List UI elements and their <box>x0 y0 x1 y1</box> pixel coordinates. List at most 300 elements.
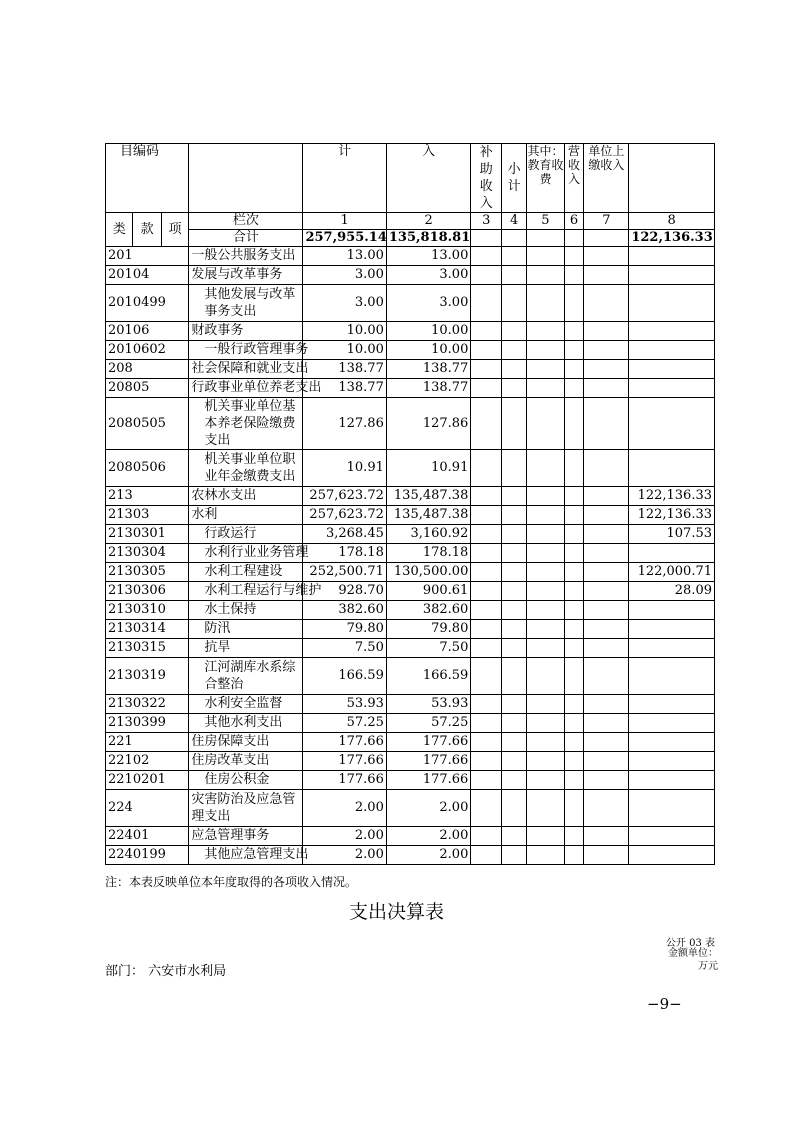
row-c1: 2.00 <box>303 790 386 827</box>
table-row <box>106 487 715 506</box>
row-col3 <box>471 714 502 733</box>
row-c2: 13.00 <box>386 247 470 266</box>
row-col6 <box>564 733 584 752</box>
row-col5 <box>527 714 564 733</box>
row-code: 2130306 <box>106 582 189 601</box>
row-code: 2130305 <box>106 563 189 582</box>
row-col6 <box>564 846 584 865</box>
row-col4 <box>502 563 527 582</box>
row-code: 2130310 <box>106 601 189 620</box>
row-col5 <box>527 563 564 582</box>
row-c2: 900.61 <box>386 582 470 601</box>
row-c8 <box>629 450 715 487</box>
header-operating-income: 营收入 <box>564 144 584 213</box>
row-col3 <box>471 582 502 601</box>
row-name: 社会保障和就业支出 <box>189 360 303 379</box>
page-title: 支出决算表 <box>348 901 444 923</box>
row-c8: 122,000.71 <box>629 563 715 582</box>
total-col4 <box>502 230 527 247</box>
row-c2: 3.00 <box>386 266 470 285</box>
row-col6 <box>564 487 584 506</box>
row-c8: 122,136.33 <box>629 506 715 525</box>
row-col4 <box>502 379 527 398</box>
header-col8-blank <box>629 144 715 213</box>
row-c2: 135,487.38 <box>386 487 470 506</box>
table-row <box>106 525 715 544</box>
row-c8 <box>629 285 715 322</box>
row-col4 <box>502 525 527 544</box>
table-row <box>106 360 715 379</box>
row-c1: 928.70 <box>303 582 386 601</box>
col-number-2: 2 <box>386 213 470 230</box>
row-code: 2010499 <box>106 285 189 322</box>
row-c2: 177.66 <box>386 771 470 790</box>
row-c1: 3.00 <box>303 266 386 285</box>
row-c2: 57.25 <box>386 714 470 733</box>
row-col7 <box>584 582 629 601</box>
row-c1: 79.80 <box>303 620 386 639</box>
row-name: 其他水利支出 <box>189 714 303 733</box>
row-col7 <box>584 827 629 846</box>
row-name: 水土保持 <box>189 601 303 620</box>
table-row <box>106 285 715 322</box>
table-row <box>106 827 715 846</box>
row-c2: 177.66 <box>386 733 470 752</box>
row-code: 2130301 <box>106 525 189 544</box>
col-number-8: 8 <box>629 213 715 230</box>
row-code: 221 <box>106 733 189 752</box>
row-c8 <box>629 341 715 360</box>
header-kuan: 款 <box>133 213 162 247</box>
table-row <box>106 752 715 771</box>
row-c2: 166.59 <box>386 658 470 695</box>
row-c2: 3.00 <box>386 285 470 322</box>
row-c2: 382.60 <box>386 601 470 620</box>
row-c8 <box>629 247 715 266</box>
total-col2: 135,818.81 <box>386 230 470 247</box>
row-name: 行政运行 <box>189 525 303 544</box>
row-col5 <box>527 266 564 285</box>
row-col7 <box>584 695 629 714</box>
row-code: 2130315 <box>106 639 189 658</box>
row-code: 2130319 <box>106 658 189 695</box>
row-code: 2130304 <box>106 544 189 563</box>
row-c8 <box>629 771 715 790</box>
row-code: 2130399 <box>106 714 189 733</box>
row-col3 <box>471 620 502 639</box>
header-unit-remit-income: 单位上缴收入 <box>584 144 629 213</box>
row-name: 住房公积金 <box>189 771 303 790</box>
row-c1: 177.66 <box>303 752 386 771</box>
row-c1: 7.50 <box>303 639 386 658</box>
row-col7 <box>584 620 629 639</box>
row-name: 其他发展与改革事务支出 <box>189 285 303 322</box>
row-c8: 107.53 <box>629 525 715 544</box>
row-col4 <box>502 620 527 639</box>
row-c8 <box>629 733 715 752</box>
header-blank <box>189 144 303 213</box>
row-c2: 10.00 <box>386 341 470 360</box>
row-c8 <box>629 827 715 846</box>
row-col7 <box>584 450 629 487</box>
row-name: 发展与改革事务 <box>189 266 303 285</box>
row-c1: 10.00 <box>303 322 386 341</box>
row-col5 <box>527 620 564 639</box>
table-row <box>106 266 715 285</box>
row-name: 水利工程建设 <box>189 563 303 582</box>
total-col8: 122,136.33 <box>629 230 715 247</box>
row-c1: 382.60 <box>303 601 386 620</box>
row-col3 <box>471 285 502 322</box>
row-col5 <box>527 771 564 790</box>
row-col3 <box>471 450 502 487</box>
row-code: 2130314 <box>106 620 189 639</box>
row-col4 <box>502 601 527 620</box>
row-name: 水利 <box>189 506 303 525</box>
row-c8 <box>629 639 715 658</box>
table-row <box>106 714 715 733</box>
row-c2: 53.93 <box>386 695 470 714</box>
row-c2: 138.77 <box>386 379 470 398</box>
row-col7 <box>584 790 629 827</box>
row-col5 <box>527 733 564 752</box>
row-col3 <box>471 695 502 714</box>
row-c1: 252,500.71 <box>303 563 386 582</box>
row-c2: 79.80 <box>386 620 470 639</box>
row-col3 <box>471 341 502 360</box>
row-name: 一般公共服务支出 <box>189 247 303 266</box>
row-col7 <box>584 752 629 771</box>
table-row <box>106 582 715 601</box>
row-col6 <box>564 582 584 601</box>
row-col3 <box>471 544 502 563</box>
table-row <box>106 695 715 714</box>
row-c1: 138.77 <box>303 360 386 379</box>
row-col6 <box>564 398 584 450</box>
row-col6 <box>564 322 584 341</box>
income-table <box>105 143 715 865</box>
table-note: 注：本表反映单位本年度取得的各项收入情况。 <box>105 875 358 889</box>
header-subtotal: 小计 <box>502 144 527 213</box>
row-col3 <box>471 771 502 790</box>
row-col4 <box>502 695 527 714</box>
row-col5 <box>527 525 564 544</box>
row-name: 防汛 <box>189 620 303 639</box>
row-c1: 57.25 <box>303 714 386 733</box>
table-row <box>106 733 715 752</box>
row-col3 <box>471 601 502 620</box>
row-c2: 127.86 <box>386 398 470 450</box>
header-code-group: 目编码 <box>106 144 189 213</box>
row-col4 <box>502 341 527 360</box>
row-col7 <box>584 714 629 733</box>
row-col4 <box>502 322 527 341</box>
table-row <box>106 398 715 450</box>
row-code: 22401 <box>106 827 189 846</box>
table-row <box>106 601 715 620</box>
row-name: 抗旱 <box>189 639 303 658</box>
total-col7 <box>584 230 629 247</box>
row-c8 <box>629 620 715 639</box>
row-col4 <box>502 790 527 827</box>
row-code: 201 <box>106 247 189 266</box>
row-c8 <box>629 544 715 563</box>
row-c2: 138.77 <box>386 360 470 379</box>
row-c8 <box>629 790 715 827</box>
col-number-3: 3 <box>471 213 502 230</box>
row-col7 <box>584 506 629 525</box>
row-c1: 177.66 <box>303 771 386 790</box>
row-c1: 10.91 <box>303 450 386 487</box>
row-c1: 166.59 <box>303 658 386 695</box>
row-c8 <box>629 266 715 285</box>
row-col3 <box>471 322 502 341</box>
row-name: 机关事业单位基本养老保险缴费支出 <box>189 398 303 450</box>
row-col4 <box>502 487 527 506</box>
row-col3 <box>471 827 502 846</box>
row-col6 <box>564 752 584 771</box>
row-col4 <box>502 733 527 752</box>
row-col6 <box>564 266 584 285</box>
row-col4 <box>502 658 527 695</box>
row-c1: 10.00 <box>303 341 386 360</box>
row-col4 <box>502 846 527 865</box>
row-col7 <box>584 658 629 695</box>
row-col6 <box>564 620 584 639</box>
row-c1: 127.86 <box>303 398 386 450</box>
row-name: 机关事业单位职业年金缴费支出 <box>189 450 303 487</box>
row-col7 <box>584 563 629 582</box>
row-c1: 257,623.72 <box>303 487 386 506</box>
row-col6 <box>564 695 584 714</box>
row-col3 <box>471 360 502 379</box>
header-ru: 入 <box>386 144 470 213</box>
row-code: 208 <box>106 360 189 379</box>
row-col5 <box>527 506 564 525</box>
row-c2: 178.18 <box>386 544 470 563</box>
row-c8 <box>629 379 715 398</box>
row-col4 <box>502 398 527 450</box>
row-col4 <box>502 506 527 525</box>
row-c1: 177.66 <box>303 733 386 752</box>
row-col6 <box>564 544 584 563</box>
row-col4 <box>502 752 527 771</box>
table-row <box>106 563 715 582</box>
row-col4 <box>502 771 527 790</box>
row-col6 <box>564 360 584 379</box>
row-code: 2130322 <box>106 695 189 714</box>
row-name: 灾害防治及应急管理支出 <box>189 790 303 827</box>
row-c8 <box>629 695 715 714</box>
row-col5 <box>527 247 564 266</box>
row-col5 <box>527 582 564 601</box>
row-name: 住房保障支出 <box>189 733 303 752</box>
row-col7 <box>584 846 629 865</box>
page-number: −9− <box>647 995 682 1013</box>
col-number-7: 7 <box>584 213 629 230</box>
row-col4 <box>502 266 527 285</box>
row-c8: 122,136.33 <box>629 487 715 506</box>
row-c8 <box>629 658 715 695</box>
row-c2: 2.00 <box>386 790 470 827</box>
row-c2: 7.50 <box>386 639 470 658</box>
row-col4 <box>502 582 527 601</box>
table-row <box>106 247 715 266</box>
row-c2: 2.00 <box>386 827 470 846</box>
row-c2: 130,500.00 <box>386 563 470 582</box>
table-row <box>106 450 715 487</box>
table-row <box>106 341 715 360</box>
row-name: 江河湖库水系综合整治 <box>189 658 303 695</box>
row-col5 <box>527 601 564 620</box>
row-c8 <box>629 601 715 620</box>
row-code: 213 <box>106 487 189 506</box>
row-code: 2080505 <box>106 398 189 450</box>
row-col7 <box>584 733 629 752</box>
table-row <box>106 846 715 865</box>
row-c1: 53.93 <box>303 695 386 714</box>
row-col6 <box>564 341 584 360</box>
row-col4 <box>502 827 527 846</box>
row-c1: 178.18 <box>303 544 386 563</box>
row-name: 其他应急管理支出 <box>189 846 303 865</box>
row-col4 <box>502 714 527 733</box>
table-row <box>106 379 715 398</box>
row-col5 <box>527 790 564 827</box>
row-name: 一般行政管理事务 <box>189 341 303 360</box>
row-col5 <box>527 639 564 658</box>
row-col5 <box>527 846 564 865</box>
row-col4 <box>502 247 527 266</box>
row-col3 <box>471 506 502 525</box>
row-col6 <box>564 658 584 695</box>
row-col7 <box>584 398 629 450</box>
total-label: 合计 <box>189 230 303 247</box>
row-col6 <box>564 827 584 846</box>
row-code: 2080506 <box>106 450 189 487</box>
row-col7 <box>584 771 629 790</box>
row-name: 水利行业业务管理 <box>189 544 303 563</box>
total-col5 <box>527 230 564 247</box>
total-col1: 257,955.14 <box>303 230 386 247</box>
table-row <box>106 620 715 639</box>
row-code: 2010602 <box>106 341 189 360</box>
row-col5 <box>527 695 564 714</box>
row-c8 <box>629 398 715 450</box>
row-col4 <box>502 639 527 658</box>
table-row <box>106 771 715 790</box>
row-col7 <box>584 379 629 398</box>
row-col4 <box>502 450 527 487</box>
row-c2: 135,487.38 <box>386 506 470 525</box>
row-col6 <box>564 247 584 266</box>
header-xiang: 项 <box>161 213 188 247</box>
department-label: 部门： 六安市水利局 <box>105 964 227 979</box>
total-col6 <box>564 230 584 247</box>
row-c2: 10.91 <box>386 450 470 487</box>
row-c1: 13.00 <box>303 247 386 266</box>
row-code: 22102 <box>106 752 189 771</box>
row-col5 <box>527 752 564 771</box>
row-col5 <box>527 322 564 341</box>
row-c8 <box>629 322 715 341</box>
col-number-4: 4 <box>502 213 527 230</box>
row-name: 应急管理事务 <box>189 827 303 846</box>
row-col7 <box>584 285 629 322</box>
row-c2: 3,160.92 <box>386 525 470 544</box>
row-name: 水利工程运行与维护 <box>189 582 303 601</box>
row-col4 <box>502 285 527 322</box>
row-col5 <box>527 450 564 487</box>
row-c2: 10.00 <box>386 322 470 341</box>
row-col7 <box>584 639 629 658</box>
row-col3 <box>471 247 502 266</box>
row-code: 224 <box>106 790 189 827</box>
table-row <box>106 506 715 525</box>
table-row <box>106 658 715 695</box>
row-name: 财政事务 <box>189 322 303 341</box>
row-col5 <box>527 398 564 450</box>
row-col6 <box>564 506 584 525</box>
row-col4 <box>502 544 527 563</box>
row-code: 2210201 <box>106 771 189 790</box>
row-col4 <box>502 360 527 379</box>
table-row <box>106 544 715 563</box>
row-code: 20106 <box>106 322 189 341</box>
row-c1: 2.00 <box>303 827 386 846</box>
row-c1: 138.77 <box>303 379 386 398</box>
row-col6 <box>564 379 584 398</box>
table-row <box>106 639 715 658</box>
table-row <box>106 322 715 341</box>
row-col3 <box>471 790 502 827</box>
table-row <box>106 790 715 827</box>
row-code: 20104 <box>106 266 189 285</box>
row-col7 <box>584 322 629 341</box>
row-col7 <box>584 601 629 620</box>
row-code: 21303 <box>106 506 189 525</box>
row-col6 <box>564 714 584 733</box>
row-col3 <box>471 639 502 658</box>
row-c8 <box>629 714 715 733</box>
row-col3 <box>471 487 502 506</box>
row-col3 <box>471 398 502 450</box>
row-col6 <box>564 525 584 544</box>
row-col5 <box>527 544 564 563</box>
row-name: 水利安全监督 <box>189 695 303 714</box>
header-ji: 计 <box>303 144 386 213</box>
row-name: 农林水支出 <box>189 487 303 506</box>
row-col3 <box>471 752 502 771</box>
row-col7 <box>584 266 629 285</box>
col-number-6: 6 <box>564 213 584 230</box>
row-col6 <box>564 790 584 827</box>
row-col5 <box>527 360 564 379</box>
row-col6 <box>564 450 584 487</box>
header-education-fee: 其中：教育收费 <box>527 144 564 213</box>
row-c2: 2.00 <box>386 846 470 865</box>
form-number: 公开 03 表 <box>665 938 715 949</box>
row-c1: 3.00 <box>303 285 386 322</box>
row-col5 <box>527 341 564 360</box>
row-col7 <box>584 341 629 360</box>
row-c8 <box>629 846 715 865</box>
row-col5 <box>527 487 564 506</box>
amount-unit: 金额单位：万元 <box>668 948 718 972</box>
row-col3 <box>471 658 502 695</box>
row-col6 <box>564 639 584 658</box>
row-col5 <box>527 285 564 322</box>
